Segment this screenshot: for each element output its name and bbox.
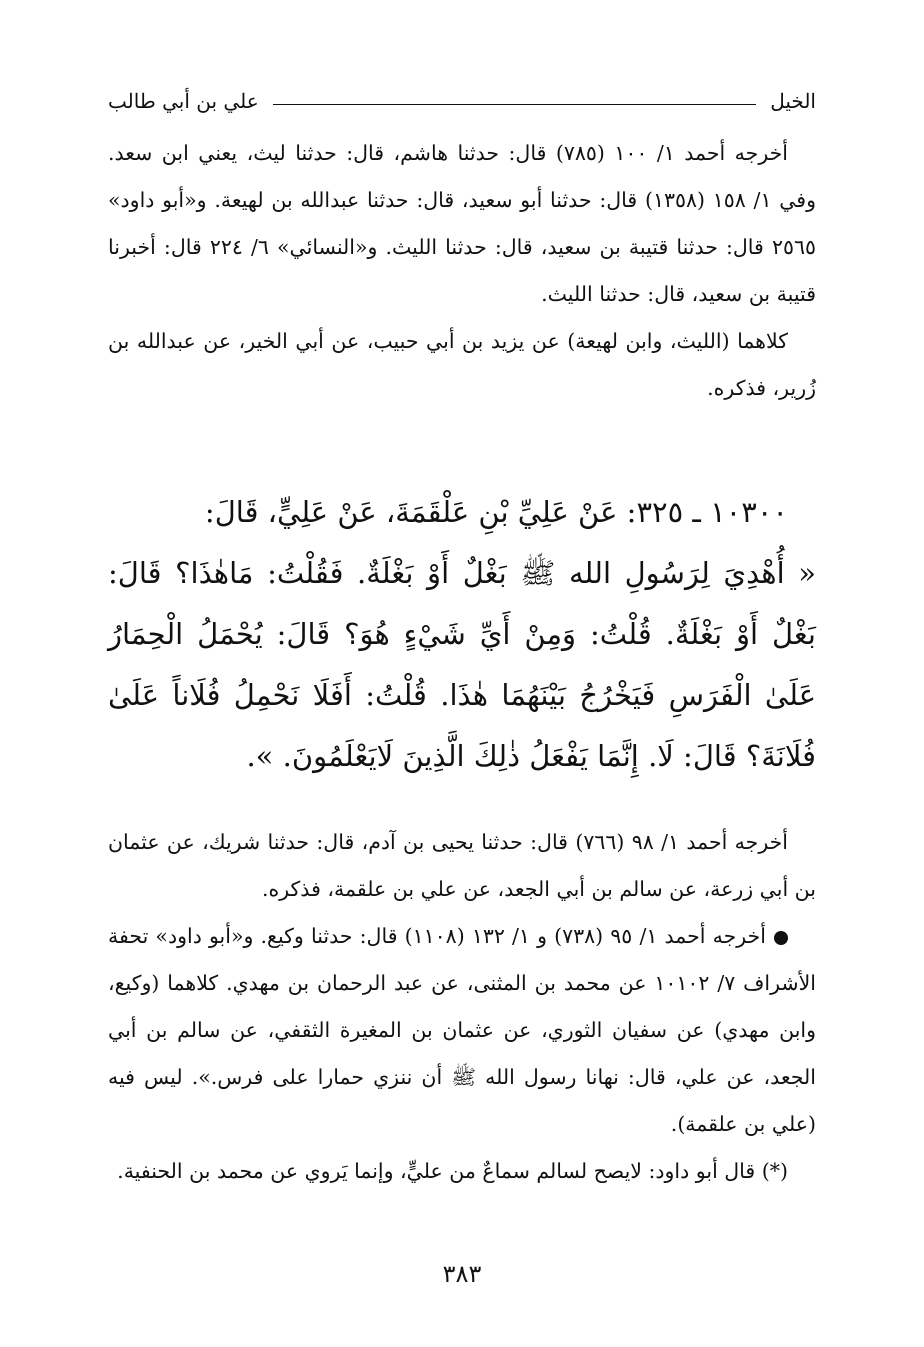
header-rule: [273, 104, 757, 105]
takhrij-paragraph-1: أخرجه أحمد ١/ ١٠٠ (٧٨٥) قال: حدثنا هاشم، قال: حدثنا ليث، يعني ابن سعد. وفي ١/ ١٥٨ (١٣٥٨) قال: حدثنا أبو سعيد، قال: حدثنا عبدالله بن لهيعة. و«أبو داود» ٢٥٦٥ قال: حدثنا قتيبة بن سعيد، قال: حدثنا الليث. و«النسائي» ٦/ ٢٢٤ قال: أخبرنا قتيبة بن سعيد، قال: حدثنا الليث.: [108, 141, 816, 306]
hadith-heading: ١٠٣٠٠ ـ ٣٢٥: عَنْ عَلِيِّ بْنِ عَلْقَمَةَ، عَنْ عَلِيٍّ، قَالَ:: [204, 495, 788, 529]
takhrij2-paragraph-1: أخرجه أحمد ١/ ٩٨ (٧٦٦) قال: حدثنا يحيى بن آدم، قال: حدثنا شريك، عن عثمان بن أبي زرعة، عن سالم بن أبي الجعد، عن علي بن علقمة، فذكره.: [108, 830, 816, 901]
takhrij-section-2: [108, 819, 816, 1195]
page-number: ٣٨٣: [442, 1260, 482, 1288]
chapter-title: الخيل: [770, 89, 816, 113]
bullet-icon: [774, 931, 788, 945]
running-header: [108, 86, 816, 116]
takhrij-paragraph-2: كلاهما (الليث، وابن لهيعة) عن يزيد بن أبي حبيب، عن أبي الخير، عن عبدالله بن زُرير، فذكره.: [108, 329, 816, 400]
takhrij2-paragraph-2: [108, 913, 816, 1148]
hadith-text: « أُهْدِيَ لِرَسُولِ الله ﷺ بَغْلٌ أَوْ بَغْلَةٌ. فَقُلْتُ: مَاهٰذَا؟ قَالَ: بَغْلٌ أَوْ بَغْلَةٌ. قُلْتُ: وَمِنْ أَيِّ شَيْءٍ هُوَ؟ قَالَ: يُحْمَلُ الْحِمَارُ عَلَىٰ الْفَرَسِ فَيَخْرُجُ بَيْنَهُمَا هٰذَا. قُلْتُ: أَفَلَا نَحْمِلُ فُلَاناً عَلَىٰ فُلَانَةَ؟ قَالَ: لَا. إِنَّمَا يَفْعَلُ ذٰلِكَ الَّذِينَ لَايَعْلَمُونَ. ».: [108, 556, 816, 773]
book-section-title: علي بن أبي طالب: [108, 89, 259, 113]
hadith-block: [108, 482, 816, 787]
takhrij2-paragraph-2-text: أخرجه أحمد ١/ ٩٥ (٧٣٨) و ١/ ١٣٢ (١١٠٨) قال: حدثنا وكيع. و«أبو داود» تحفة الأشراف ٧/ ١٠١٠٢ عن محمد بن المثنى، عن عبد الرحمان بن مهدي. كلاهما (وكيع، وابن مهدي) عن سفيان الثوري، عن عثمان بن المغيرة الثقفي، عن سالم بن أبي الجعد، عن علي، قال: نهانا رسول الله ﷺ أن ننزي حمارا على فرس.». ليس فيه (علي بن علقمة).: [108, 924, 816, 1136]
page-content: [108, 130, 816, 1195]
footnote-paragraph: (*) قال أبو داود: لايصح لسالم سماعٌ من عليٍّ، وإنما يَروي عن محمد بن الحنفية.: [117, 1159, 788, 1183]
